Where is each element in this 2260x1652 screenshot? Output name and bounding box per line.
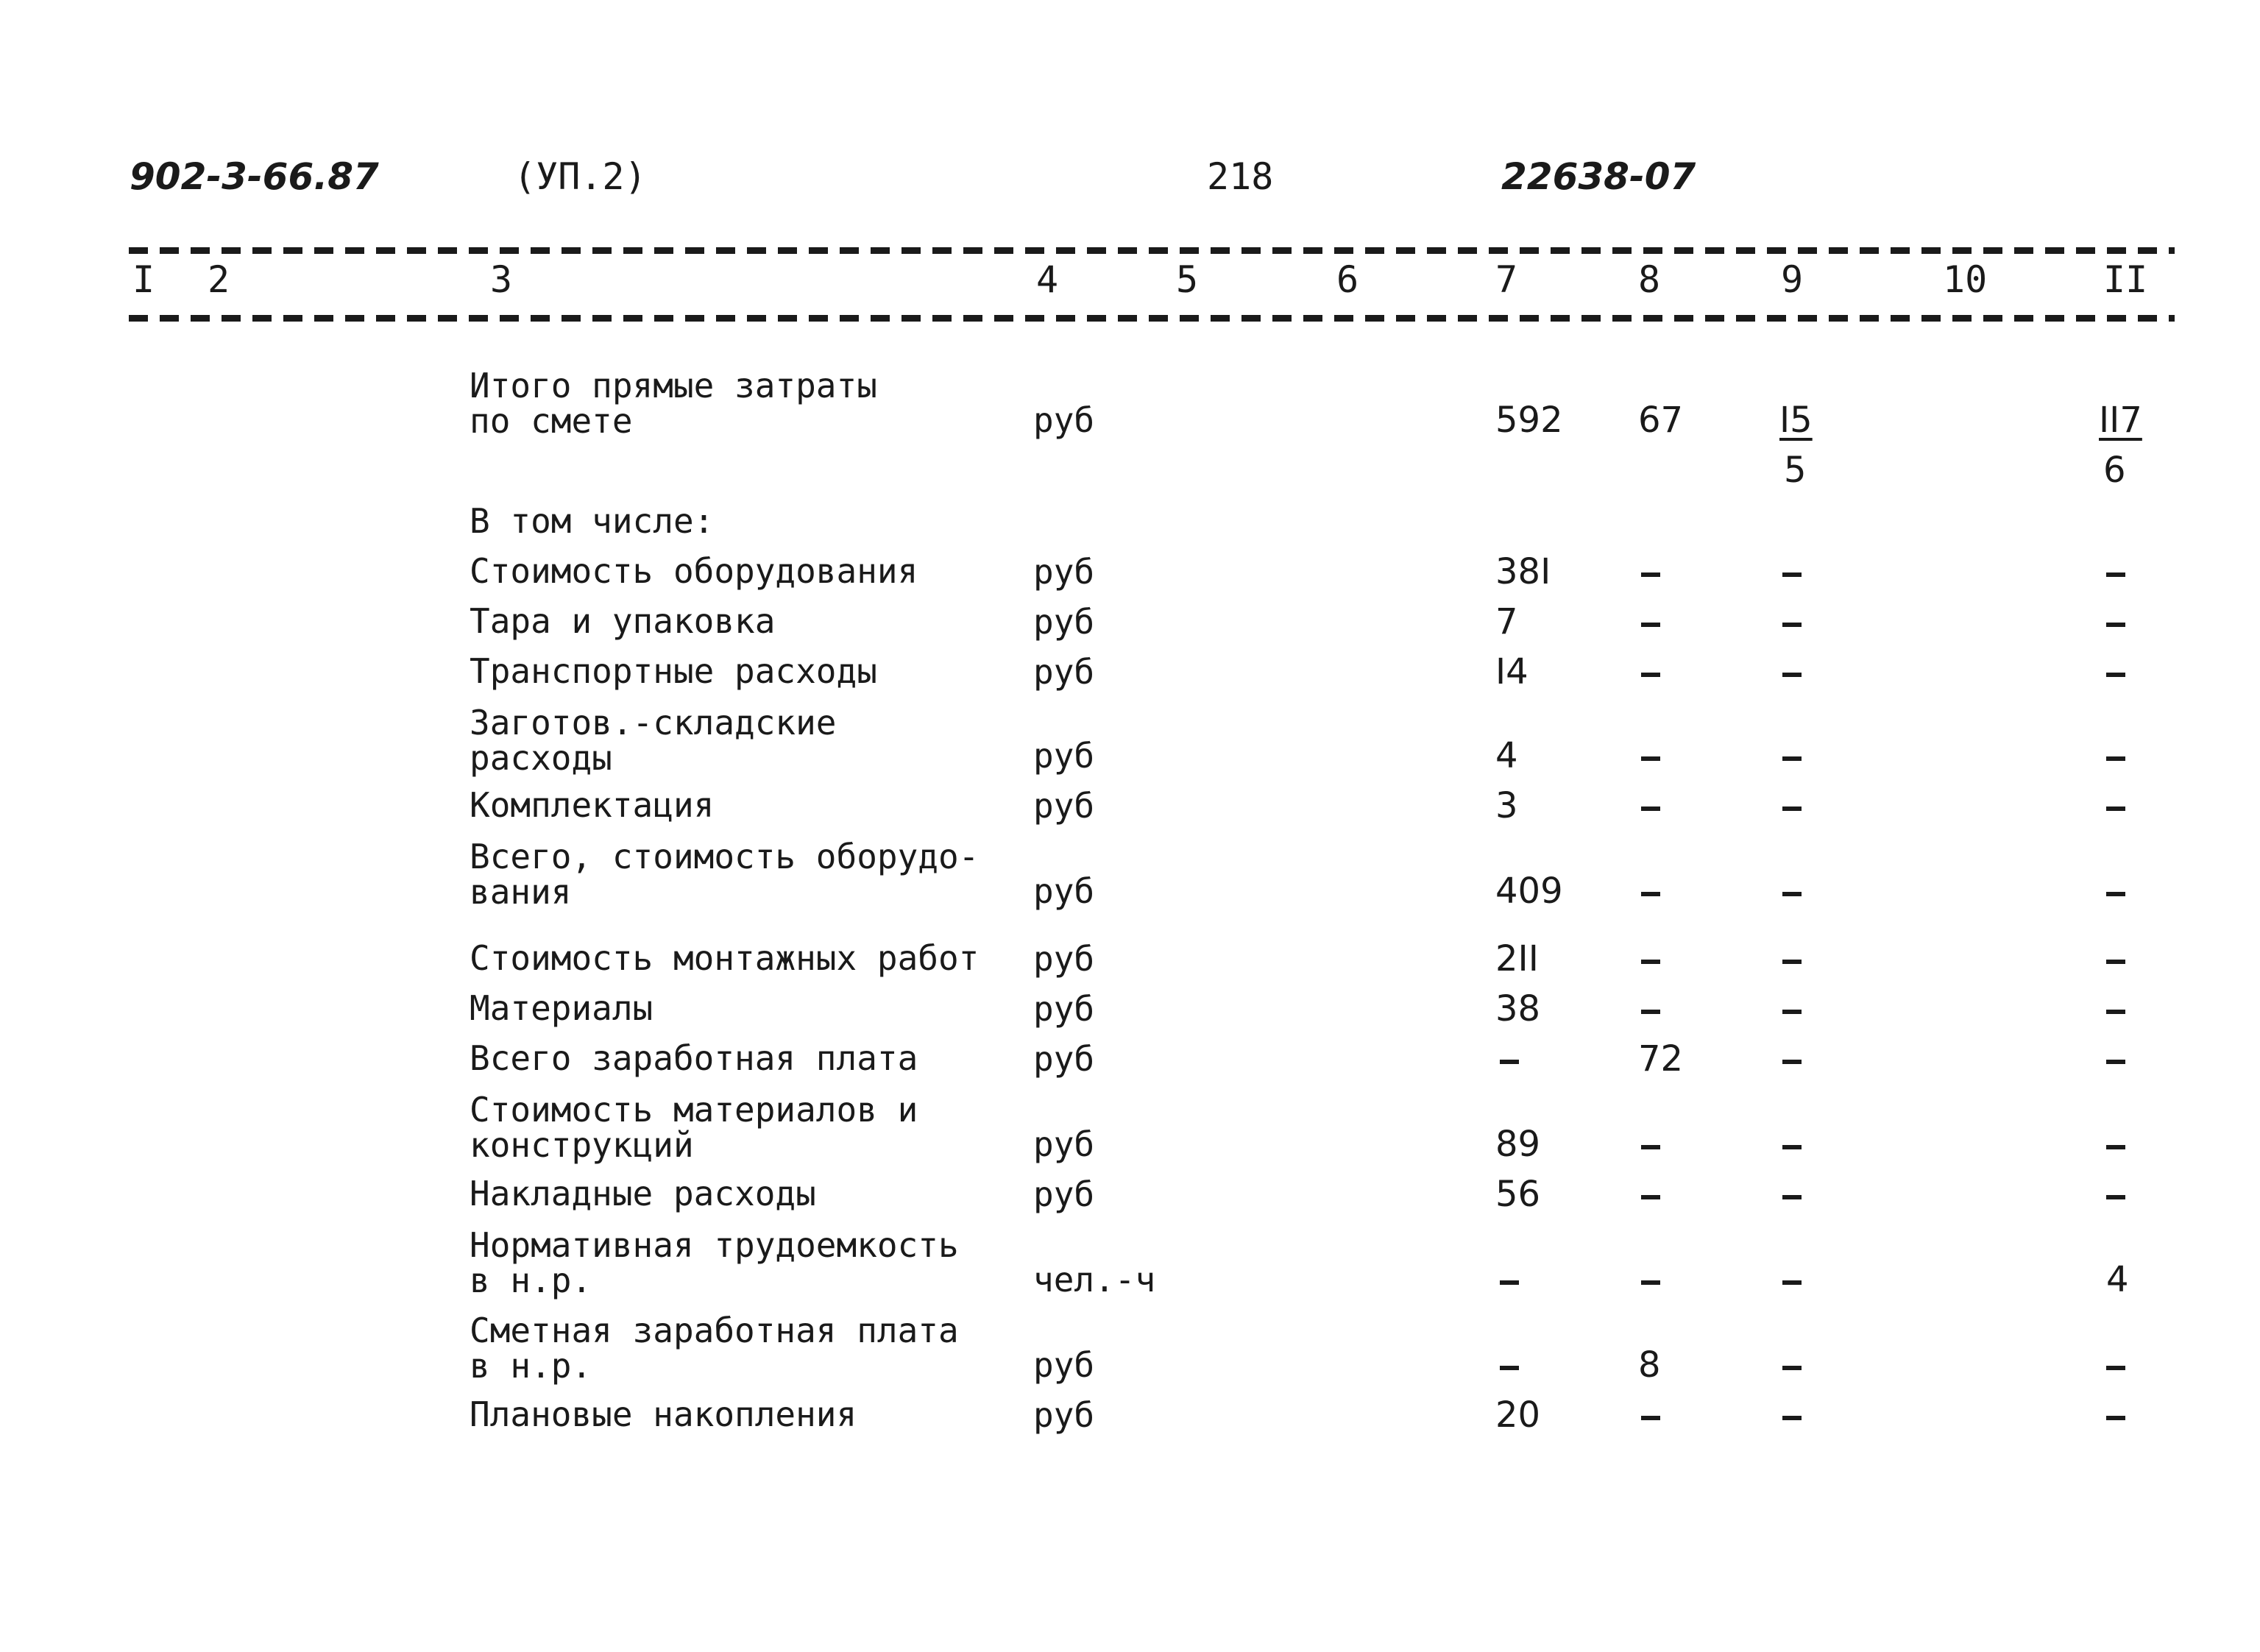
row-unit: руб <box>1033 1395 1095 1435</box>
row-unit: руб <box>1033 1124 1095 1164</box>
cell-col8-dash <box>1641 756 1660 761</box>
cell-col8-dash <box>1641 892 1660 896</box>
cell-col11-dash <box>2106 892 2125 896</box>
cell-col11-numerator: II7 <box>2099 400 2142 441</box>
cell-col8-dash <box>1641 673 1660 677</box>
row-label-planned-savings: Плановые накопления <box>470 1394 857 1434</box>
cell-col11-dash <box>2106 673 2125 677</box>
row-unit: руб <box>1033 602 1095 642</box>
row-label-packaging: Тара и упаковка <box>470 601 776 641</box>
row-unit: руб <box>1033 552 1095 592</box>
cell-col7: 89 <box>1495 1124 1541 1165</box>
bottom-dashed-rule <box>129 315 2175 322</box>
cell-col8-dash <box>1641 1010 1660 1014</box>
cell-col7: 56 <box>1495 1174 1541 1215</box>
row-label-materials: Материалы <box>470 988 653 1028</box>
cell-col7: 3 <box>1495 785 1518 826</box>
document-code: 902-3-66.87 <box>130 155 379 198</box>
cell-col11-dash <box>2106 756 2125 761</box>
cell-col8: 72 <box>1638 1038 1684 1080</box>
row-unit: руб <box>1033 1345 1095 1385</box>
row-label-total-wages: Всего заработная плата <box>470 1038 918 1078</box>
cell-col8: 67 <box>1638 400 1684 441</box>
cell-col11-dash <box>2106 1195 2125 1199</box>
row-label-transport: Транспортные расходы <box>470 651 877 691</box>
row-label-total-direct: Итого прямые затраты по смете <box>470 366 877 441</box>
row-unit: руб <box>1033 400 1095 440</box>
row-unit: руб <box>1033 939 1095 979</box>
row-unit: руб <box>1033 1174 1095 1214</box>
cell-col7-dash <box>1500 1280 1519 1285</box>
cell-col11-dash <box>2106 1416 2125 1420</box>
cell-col7: 409 <box>1495 871 1563 912</box>
cell-col7: 7 <box>1495 601 1518 642</box>
row-label-estimated-wages: Сметная заработная плата в н.р. <box>470 1311 959 1386</box>
cell-col11-dash <box>2106 572 2125 577</box>
row-label-standard-labor: Нормативная трудоемкость в н.р. <box>470 1225 959 1300</box>
column-number-9: 9 <box>1781 258 1804 301</box>
column-number-6: 6 <box>1336 258 1359 301</box>
row-unit: руб <box>1033 1039 1095 1079</box>
cell-col8-dash <box>1641 1195 1660 1199</box>
cell-col9-dash <box>1782 1195 1802 1199</box>
cell-col7-dash <box>1500 1366 1519 1370</box>
row-unit: руб <box>1033 989 1095 1029</box>
cell-col11-dash <box>2106 1145 2125 1149</box>
cell-col11-dash <box>2106 623 2125 627</box>
cell-col8-dash <box>1641 623 1660 627</box>
row-label-materials-structures: Стоимость материалов и конструкций <box>470 1090 918 1165</box>
cell-col9-numerator: I5 <box>1779 400 1813 441</box>
row-label-procurement-storage: Заготов.-складские расходы <box>470 703 837 778</box>
column-number-3: 3 <box>490 258 513 301</box>
cell-col11-denominator: 6 <box>2103 450 2126 491</box>
cell-col9-dash <box>1782 673 1802 677</box>
cell-col9-dash <box>1782 892 1802 896</box>
cell-col9-dash <box>1782 1416 1802 1420</box>
row-label-overhead: Накладные расходы <box>470 1174 816 1213</box>
cell-col11-dash <box>2106 960 2125 964</box>
section-label: (УП.2) <box>514 155 647 198</box>
cell-col9-denominator: 5 <box>1784 450 1807 491</box>
row-unit: руб <box>1033 786 1095 826</box>
cell-col9-dash <box>1782 1366 1802 1370</box>
cell-col7: 20 <box>1495 1394 1541 1436</box>
cell-col11: 4 <box>2106 1259 2129 1300</box>
top-dashed-rule <box>129 247 2175 254</box>
cell-col9-dash <box>1782 756 1802 761</box>
cell-col7: I4 <box>1495 651 1528 692</box>
column-number-1: I <box>132 258 155 301</box>
column-number-7: 7 <box>1495 258 1518 301</box>
cell-col9-dash <box>1782 572 1802 577</box>
cell-col8-dash <box>1641 1145 1660 1149</box>
row-unit: руб <box>1033 652 1095 692</box>
cell-col11-dash <box>2106 806 2125 811</box>
cell-col8-dash <box>1641 572 1660 577</box>
cell-col7-dash <box>1500 1060 1519 1064</box>
row-label-including: В том числе: <box>470 501 715 541</box>
row-label-total-equipment: Всего, стоимость оборудо- вания <box>470 837 980 912</box>
cell-col7: 38 <box>1495 988 1541 1029</box>
cell-col8-dash <box>1641 1280 1660 1285</box>
row-label-kitting: Комплектация <box>470 785 715 825</box>
column-number-11: II <box>2103 258 2148 301</box>
cell-col8-dash <box>1641 1416 1660 1420</box>
column-number-8: 8 <box>1638 258 1661 301</box>
row-unit: руб <box>1033 736 1095 776</box>
page-number: 218 <box>1207 155 1274 198</box>
column-number-4: 4 <box>1036 258 1059 301</box>
cell-col9-dash <box>1782 1145 1802 1149</box>
column-number-10: 10 <box>1943 258 1988 301</box>
cell-col9-dash <box>1782 1010 1802 1014</box>
cell-col9-dash <box>1782 806 1802 811</box>
row-unit: руб <box>1033 871 1095 911</box>
column-number-5: 5 <box>1176 258 1199 301</box>
cell-col9-dash <box>1782 1060 1802 1064</box>
cell-col8: 8 <box>1638 1344 1661 1386</box>
cell-col11-dash <box>2106 1366 2125 1370</box>
row-label-installation-cost: Стоимость монтажных работ <box>470 938 980 978</box>
row-unit: чел.-ч <box>1033 1260 1156 1300</box>
cell-col7: 4 <box>1495 735 1518 776</box>
cell-col9-dash <box>1782 623 1802 627</box>
stamp-number: 22638-07 <box>1501 155 1696 198</box>
cell-col9-dash <box>1782 1280 1802 1285</box>
cell-col8-dash <box>1641 960 1660 964</box>
cell-col7: 592 <box>1495 400 1563 441</box>
cell-col11-dash <box>2106 1010 2125 1014</box>
cell-col7: 2II <box>1495 938 1539 979</box>
column-number-2: 2 <box>208 258 230 301</box>
cell-col8-dash <box>1641 806 1660 811</box>
cell-col11-dash <box>2106 1060 2125 1064</box>
cell-col7: 38I <box>1495 551 1551 592</box>
row-label-equipment-cost: Стоимость оборудования <box>470 551 918 591</box>
cell-col9-dash <box>1782 960 1802 964</box>
